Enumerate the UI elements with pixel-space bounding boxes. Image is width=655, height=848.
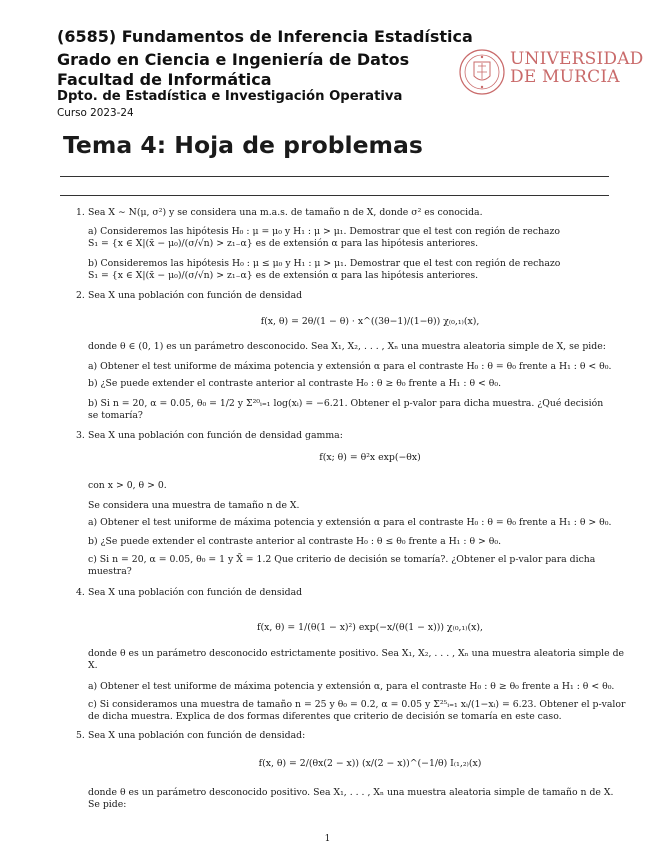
- course-title: (6585) Fundamentos de Inferencia Estadística: [57, 27, 473, 46]
- problem-3-number: 3.: [76, 430, 85, 441]
- problem-2b: b) ¿Se puede extender el contraste anterior al contraste H₀ : θ ≥ θ₀ frente a H₁ : θ < θ₀.: [88, 378, 502, 389]
- problem-2a: a) Obtener el test uniforme de máxima potencia y extensión α para el contraste H₀ : θ = θ₀ frente a H₁ : θ < θ₀.: [88, 361, 612, 372]
- degree-name: Grado en Ciencia e Ingeniería de Datos: [57, 50, 410, 69]
- problem-3-condition: con x > 0, θ > 0.: [88, 480, 167, 491]
- problem-4c-line-1: c) Si consideramos una muestra de tamaño n = 25 y θ₀ = 0.2, α = 0.05 y Σ²⁵ᵢ₌₁ xᵢ/(1−xᵢ) = 6.23. Obtener el p-valor: [88, 699, 626, 710]
- problem-1-number: 1.: [76, 207, 85, 218]
- problem-4-where-line-2: X.: [88, 660, 98, 671]
- university-name-line-1: UNIVERSIDAD: [510, 49, 644, 69]
- faculty-name: Facultad de Informática: [57, 70, 272, 89]
- problem-2-where: donde θ ∈ (0, 1) es un parámetro desconocido. Sea X₁, X₂, . . . , Xₙ una muestra aleatoria simple de X, se pide:: [88, 341, 606, 352]
- university-logo: [458, 48, 644, 98]
- problem-1a-line-2: S₁ = {x ∈ X|(x̄ − μ₀)/(σ/√n) > z₁₋α} es de extensión α para las hipótesis anteriores.: [88, 238, 479, 249]
- problem-3c-line-1: c) Si n = 20, α = 0.05, θ₀ = 1 y X̄ = 1.2 Que criterio de decisión se tomaría?. ¿Obtener el p-valor para dicha: [88, 554, 596, 565]
- problem-1a-line-1: a) Consideremos las hipótesis H₀ : μ = μ₀ y H₁ : μ > μ₁. Demostrar que el test con región de rechazo: [88, 226, 560, 237]
- page-number: 1: [324, 834, 331, 844]
- university-name-line-2: DE MURCIA: [510, 67, 620, 87]
- problem-5-number: 5.: [76, 730, 85, 741]
- problem-2c-line-2: se tomaría?: [88, 410, 143, 421]
- problem-1b-line-1: b) Consideremos las hipótesis H₀ : μ ≤ μ₀ y H₁ : μ > μ₁. Demostrar que el test con región de rechazo: [88, 258, 561, 269]
- academic-year: Curso 2023-24: [57, 107, 134, 119]
- problem-3c-line-2: muestra?: [88, 566, 132, 577]
- university-seal-icon: [458, 48, 506, 96]
- problem-3-intro: Sea X una población con función de densidad gamma:: [88, 430, 343, 441]
- problem-1b-line-2: S₁ = {x ∈ X|(x̄ − μ₀)/(σ/√n) > z₁₋α} es de extensión α para las hipótesis anteriores.: [88, 270, 479, 281]
- department-name: Dpto. de Estadística e Investigación Operativa: [57, 89, 403, 104]
- problem-2c-line-1: b) Si n = 20, α = 0.05, θ₀ = 1/2 y Σ²⁰ᵢ₌₁ log(xᵢ) = −6.21. Obtener el p-valor para dicha muestra. ¿Qué decisión: [88, 398, 604, 409]
- problem-2-number: 2.: [76, 290, 85, 301]
- problem-4-formula: f(x, θ) = 1/(θ(1 − x)²) exp(−x/(θ(1 − x))) χ₍₀,₁₎(x),: [257, 622, 483, 633]
- problem-5-where-line-2: Se pide:: [88, 799, 127, 810]
- page-title: Tema 4: Hoja de problemas: [63, 131, 423, 159]
- problem-5-intro: Sea X una población con función de densidad:: [88, 730, 306, 741]
- problem-2-intro: Sea X una población con función de densidad: [88, 290, 303, 301]
- problem-4c-line-2: de dicha muestra. Explica de dos formas diferentes que criterio de decisión se tomaría en este caso.: [88, 711, 562, 722]
- problem-5-where-line-1: donde θ es un parámetro desconocido positivo. Sea X₁, . . . , Xₙ una muestra aleatoria simple de tamaño n de X.: [88, 787, 614, 798]
- problem-5-formula: f(x, θ) = 2/(θx(2 − x)) (x/(2 − x))^(−1/θ) I₍₁,₂₎(x): [258, 758, 482, 769]
- problem-2-formula: f(x, θ) = 2θ/(1 − θ) · x^((3θ−1)/(1−θ)) χ₍₀,₁₎(x),: [260, 316, 480, 327]
- problem-3-formula: f(x; θ) = θ²x exp(−θx): [319, 452, 421, 463]
- problem-4-number: 4.: [76, 587, 85, 598]
- problem-4-where-line-1: donde θ es un parámetro desconocido estrictamente positivo. Sea X₁, X₂, . . . , Xₙ una muestra aleatoria simple de: [88, 648, 625, 659]
- problem-3a: a) Obtener el test uniforme de máxima potencia y extensión α para el contraste H₀ : θ = θ₀ frente a H₁ : θ > θ₀.: [88, 517, 612, 528]
- title-rule-bottom: [60, 195, 609, 196]
- university-wordmark: [510, 50, 644, 86]
- problem-3b: b) ¿Se puede extender el contraste anterior al contraste H₀ : θ ≤ θ₀ frente a H₁ : θ > θ₀.: [88, 536, 502, 547]
- problem-4a: a) Obtener el test uniforme de máxima potencia y extensión α, para el contraste H₀ : θ ≥ θ₀ frente a H₁ : θ < θ₀.: [88, 681, 615, 692]
- title-rule-top: [60, 176, 609, 177]
- problem-3-sample: Se considera una muestra de tamaño n de X.: [88, 500, 300, 511]
- problem-1-intro: Sea X ∼ N(μ, σ²) y se considera una m.a.s. de tamaño n de X, donde σ² es conocida.: [88, 207, 483, 218]
- problem-4-intro: Sea X una población con función de densidad: [88, 587, 303, 598]
